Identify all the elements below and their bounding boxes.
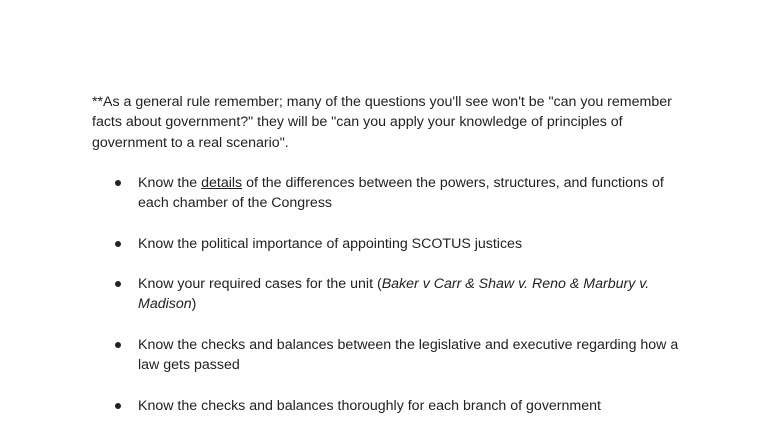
bullet-icon <box>115 180 121 186</box>
case-names: Baker v Carr & Shaw v. Reno & Marbury v. Madison <box>138 276 650 313</box>
bullet-text <box>138 396 698 416</box>
bullet-icon <box>115 281 121 287</box>
bullet-text-part: Know the political importance of appointing SCOTUS justices <box>138 236 523 252</box>
bullet-text <box>138 274 698 315</box>
bullet-icon <box>115 241 121 247</box>
bullet-text <box>138 335 698 376</box>
bullet-text <box>138 234 698 254</box>
bullet-text-part: of the differences between the powers, structures, and functions of each chamber of the Congress <box>138 175 664 212</box>
bullet-text <box>138 173 698 214</box>
intro-paragraph: **As a general rule remember; many of the questions you'll see won't be "can you remember facts about government?" they will be "can you apply your knowledge of principles of government to a real scenario". <box>92 94 672 151</box>
bullet-icon <box>115 342 121 348</box>
bullet-text-part: Know the <box>138 175 202 191</box>
bullet-text-part: ) <box>191 296 197 313</box>
underlined-word: details <box>201 175 243 191</box>
bullet-text-part: Know the checks and balances between the legislative and executive regarding how a law gets passed <box>138 337 679 374</box>
bullet-text-part: Know the checks and balances thoroughly for each branch of government <box>138 398 601 414</box>
bullet-icon <box>115 403 121 409</box>
bullet-text-part: Know your required cases for the unit ( <box>138 276 382 292</box>
